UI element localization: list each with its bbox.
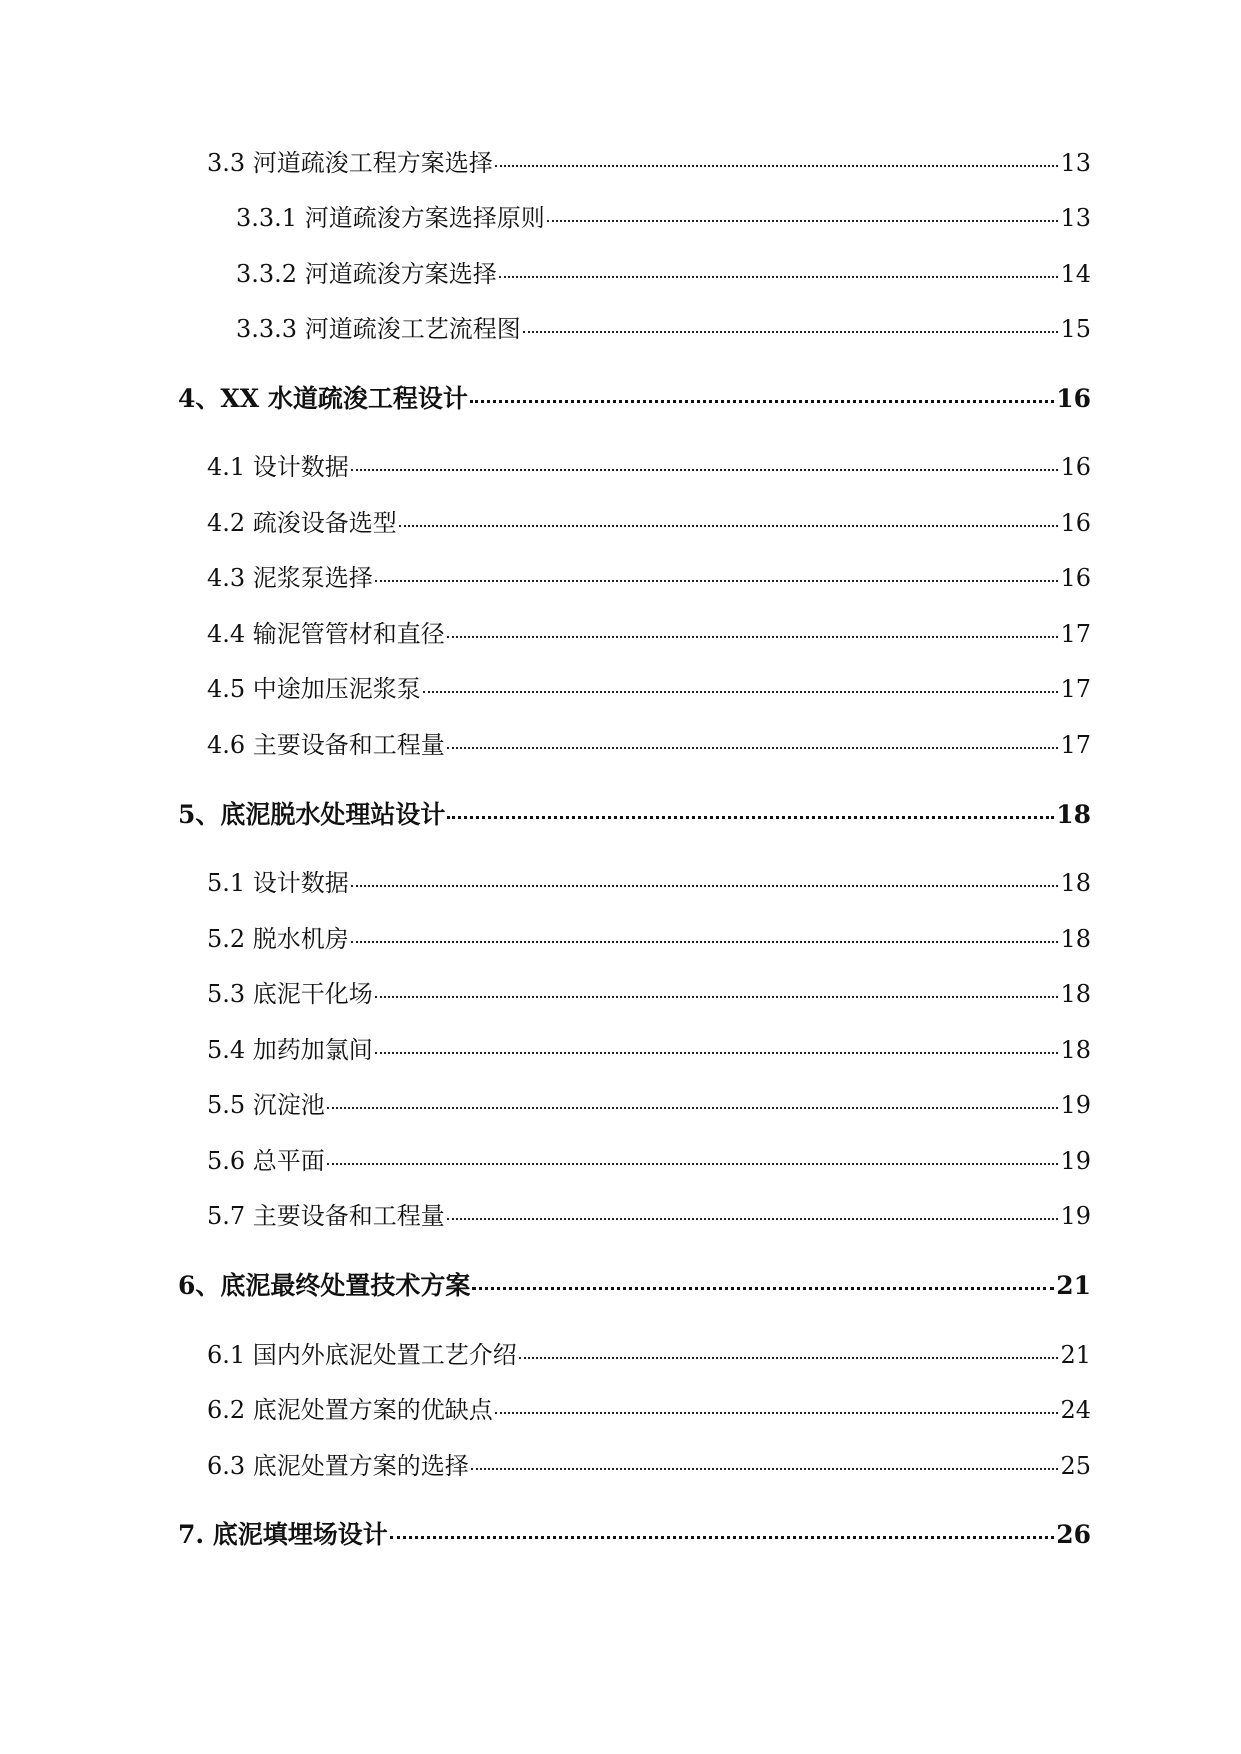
toc-entry-label: 4.1 设计数据 bbox=[207, 453, 349, 481]
toc-page-number: 24 bbox=[1060, 1396, 1091, 1424]
toc-entry-label: 4.4 输泥管管材和直径 bbox=[207, 620, 445, 648]
toc-entry[interactable] bbox=[207, 614, 1091, 649]
toc-entry-label: 3.3 河道疏浚工程方案选择 bbox=[207, 149, 493, 177]
toc-page-number: 17 bbox=[1060, 675, 1091, 703]
toc-dot-leader bbox=[423, 691, 1059, 693]
toc-entry-label: 3.3.2 河道疏浚方案选择 bbox=[236, 260, 497, 288]
toc-entry[interactable] bbox=[207, 1141, 1091, 1176]
toc-dot-leader bbox=[470, 400, 1054, 403]
toc-entry[interactable] bbox=[178, 1515, 1091, 1551]
toc-entry-label: 5.2 脱水机房 bbox=[207, 925, 349, 953]
toc-entry[interactable] bbox=[236, 254, 1091, 289]
toc-dot-leader bbox=[375, 580, 1059, 582]
toc-page-number: 18 bbox=[1056, 800, 1091, 829]
toc-entry[interactable] bbox=[207, 919, 1091, 954]
toc-entry-label: 6.2 底泥处置方案的优缺点 bbox=[207, 1396, 493, 1424]
toc-page-number: 19 bbox=[1060, 1091, 1091, 1119]
toc-dot-leader bbox=[499, 276, 1059, 278]
toc-dot-leader bbox=[327, 1107, 1059, 1109]
toc-entry[interactable] bbox=[207, 1030, 1091, 1065]
toc-dot-leader bbox=[519, 1357, 1059, 1359]
toc-page-number: 13 bbox=[1060, 149, 1091, 177]
toc-dot-leader bbox=[399, 525, 1059, 527]
toc-entry-label: 4、XX 水道疏浚工程设计 bbox=[178, 384, 468, 413]
toc-entry[interactable] bbox=[178, 1266, 1091, 1302]
toc-dot-leader bbox=[447, 636, 1059, 638]
toc-page-number: 17 bbox=[1060, 620, 1091, 648]
toc-entry-label: 4.2 疏浚设备选型 bbox=[207, 509, 397, 537]
toc-entry-label: 5.4 加药加氯间 bbox=[207, 1036, 373, 1064]
toc-dot-leader bbox=[471, 1468, 1059, 1470]
toc-page-number: 19 bbox=[1060, 1147, 1091, 1175]
toc-entry[interactable] bbox=[207, 1335, 1091, 1370]
toc-entry[interactable] bbox=[207, 143, 1091, 178]
toc-entry-label: 5.7 主要设备和工程量 bbox=[207, 1202, 445, 1230]
toc-entry-label: 4.3 泥浆泵选择 bbox=[207, 564, 373, 592]
toc-page-number: 13 bbox=[1060, 204, 1091, 232]
toc-entry-label: 6.3 底泥处置方案的选择 bbox=[207, 1452, 469, 1480]
toc-entry[interactable] bbox=[207, 1390, 1091, 1425]
toc-entry[interactable] bbox=[207, 1196, 1091, 1231]
toc-page-number: 17 bbox=[1060, 731, 1091, 759]
toc-entry[interactable] bbox=[207, 1085, 1091, 1120]
toc-dot-leader bbox=[351, 469, 1059, 471]
toc-entry-label: 6.1 国内外底泥处置工艺介绍 bbox=[207, 1341, 517, 1369]
toc-entry-label: 5、底泥脱水处理站设计 bbox=[178, 800, 446, 829]
toc-page-number: 16 bbox=[1056, 384, 1091, 413]
toc-entry-label: 4.6 主要设备和工程量 bbox=[207, 731, 445, 759]
toc-dot-leader bbox=[447, 1218, 1059, 1220]
toc-page-number: 18 bbox=[1060, 925, 1091, 953]
toc-dot-leader bbox=[523, 331, 1059, 333]
toc-entry[interactable] bbox=[178, 379, 1091, 415]
toc-dot-leader bbox=[375, 1052, 1059, 1054]
toc-entry-label: 7. 底泥填埋场设计 bbox=[178, 1520, 388, 1549]
toc-entry[interactable] bbox=[207, 558, 1091, 593]
toc-dot-leader bbox=[472, 1287, 1054, 1290]
toc-page-number: 16 bbox=[1060, 564, 1091, 592]
toc-page-number: 19 bbox=[1060, 1202, 1091, 1230]
toc-entry[interactable] bbox=[207, 725, 1091, 760]
toc-entry[interactable] bbox=[236, 309, 1091, 344]
toc-entry-label: 3.3.1 河道疏浚方案选择原则 bbox=[236, 204, 545, 232]
toc-page-number: 15 bbox=[1060, 315, 1091, 343]
toc-page-number: 16 bbox=[1060, 509, 1091, 537]
toc-entry-label: 4.5 中途加压泥浆泵 bbox=[207, 675, 421, 703]
toc-entry[interactable] bbox=[207, 974, 1091, 1009]
toc-dot-leader bbox=[390, 1536, 1054, 1539]
toc-entry-label: 5.3 底泥干化场 bbox=[207, 980, 373, 1008]
toc-entry[interactable] bbox=[207, 503, 1091, 538]
toc-dot-leader bbox=[495, 165, 1059, 167]
toc-entry[interactable] bbox=[207, 447, 1091, 482]
toc-entry[interactable] bbox=[236, 198, 1091, 233]
toc-entry-label: 5.1 设计数据 bbox=[207, 869, 349, 897]
toc-dot-leader bbox=[447, 747, 1059, 749]
toc-entry-label: 5.6 总平面 bbox=[207, 1147, 325, 1175]
toc-page-number: 18 bbox=[1060, 869, 1091, 897]
toc-page-number: 21 bbox=[1056, 1271, 1091, 1300]
toc-page-number: 21 bbox=[1060, 1341, 1091, 1369]
toc-dot-leader bbox=[447, 816, 1054, 819]
toc-dot-leader bbox=[375, 996, 1059, 998]
toc-entry[interactable] bbox=[207, 669, 1091, 704]
toc-entry[interactable] bbox=[178, 795, 1091, 831]
toc-dot-leader bbox=[351, 941, 1059, 943]
toc-dot-leader bbox=[547, 220, 1059, 222]
toc-page-number: 26 bbox=[1056, 1520, 1091, 1549]
toc-page-number: 18 bbox=[1060, 980, 1091, 1008]
toc-page-number: 25 bbox=[1060, 1452, 1091, 1480]
toc-entry-label: 3.3.3 河道疏浚工艺流程图 bbox=[236, 315, 521, 343]
toc-page-number: 16 bbox=[1060, 453, 1091, 481]
toc-entry[interactable] bbox=[207, 863, 1091, 898]
toc-entry-label: 5.5 沉淀池 bbox=[207, 1091, 325, 1119]
toc-page-number: 18 bbox=[1060, 1036, 1091, 1064]
toc-dot-leader bbox=[495, 1412, 1059, 1414]
toc-page-number: 14 bbox=[1060, 260, 1091, 288]
toc-entry[interactable] bbox=[207, 1446, 1091, 1481]
toc-dot-leader bbox=[351, 885, 1059, 887]
toc-entry-label: 6、底泥最终处置技术方案 bbox=[178, 1271, 471, 1300]
toc-dot-leader bbox=[327, 1163, 1059, 1165]
